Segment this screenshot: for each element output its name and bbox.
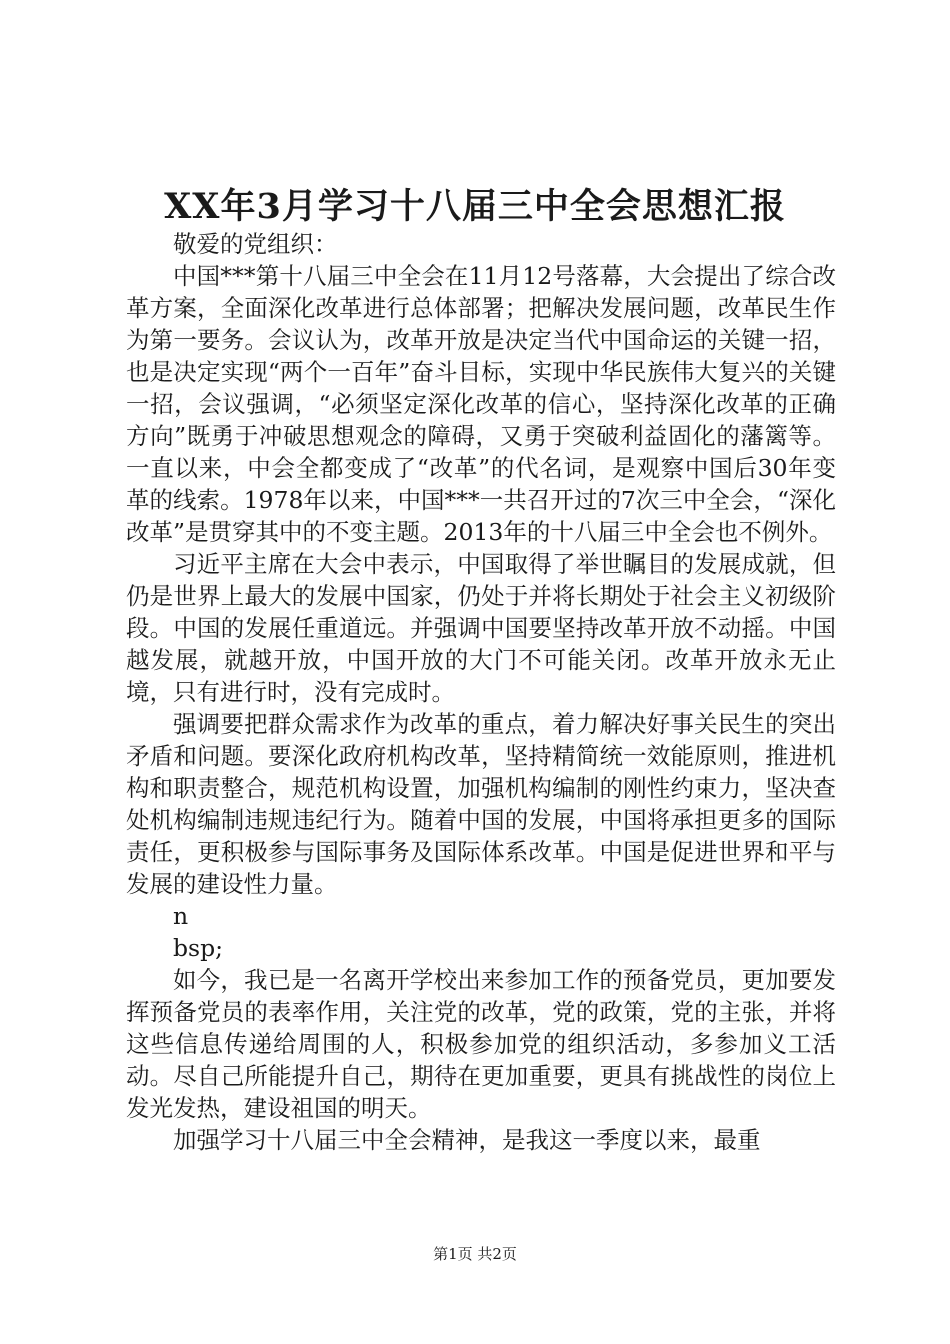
paragraph-5: 加强学习十八届三中全会精神，是我这一季度以来，最重 — [173, 1126, 761, 1154]
salutation: 敬爱的党组织： — [173, 230, 338, 258]
stray-text-n: n — [173, 902, 189, 930]
document-body — [126, 228, 836, 1156]
paragraph-1: 中国***第十八届三中全会在11月12号落幕，大会提出了综合改革方案，全面深化改革进行总体部署；把解决发展问题，改革民生作为第一要务。会议认为，改革开放是决定当代中国命运的关键一招，也是决定实现“两个一百年”奋斗目标，实现中华民族伟大复兴的关键一招，会议强调，“必须坚定深化改革的信心，坚持深化改革的正确方向”既勇于冲破思想观念的障碍，又勇于突破利益固化的藩篱等。一直以来，中会全都变成了“改革”的代名词，是观察中国后30年变革的线索。1978年以来，中国***一共召开过的7次三中全会，“深化改革”是贯穿其中的不变主题。2013年的十八届三中全会也不例外。 — [126, 262, 836, 546]
paragraph-2: 习近平主席在大会中表示，中国取得了举世瞩目的发展成就，但仍是世界上最大的发展中国家，仍处于并将长期处于社会主义初级阶段。中国的发展任重道远。并强调中国要坚持改革开放不动摇。中国越发展，就越开放，中国开放的大门不可能关闭。改革开放永无止境，只有进行时，没有完成时。 — [126, 550, 836, 706]
stray-text-bsp: bsp; — [173, 934, 224, 962]
paragraph-3: 强调要把群众需求作为改革的重点，着力解决好事关民生的突出矛盾和问题。要深化政府机构改革，坚持精简统一效能原则，推进机构和职责整合，规范机构设置，加强机构编制的刚性约束力，坚决查处机构编制违规违纪行为。随着中国的发展，中国将承担更多的国际责任，更积极参与国际事务及国际体系改革。中国是促进世界和平与发展的建设性力量。 — [126, 710, 836, 898]
page-number-footer: 第1页 共2页 — [433, 1245, 517, 1263]
paragraph-4: 如今，我已是一名离开学校出来参加工作的预备党员，更加要发挥预备党员的表率作用，关注党的改革，党的政策，党的主张，并将这些信息传递给周围的人，积极参加党的组织活动，多参加义工活动。尽自己所能提升自己，期待在更加重要，更具有挑战性的岗位上发光发热，建设祖国的明天。 — [126, 966, 836, 1122]
document-title: XX年3月学习十八届三中全会思想汇报 — [164, 186, 786, 227]
